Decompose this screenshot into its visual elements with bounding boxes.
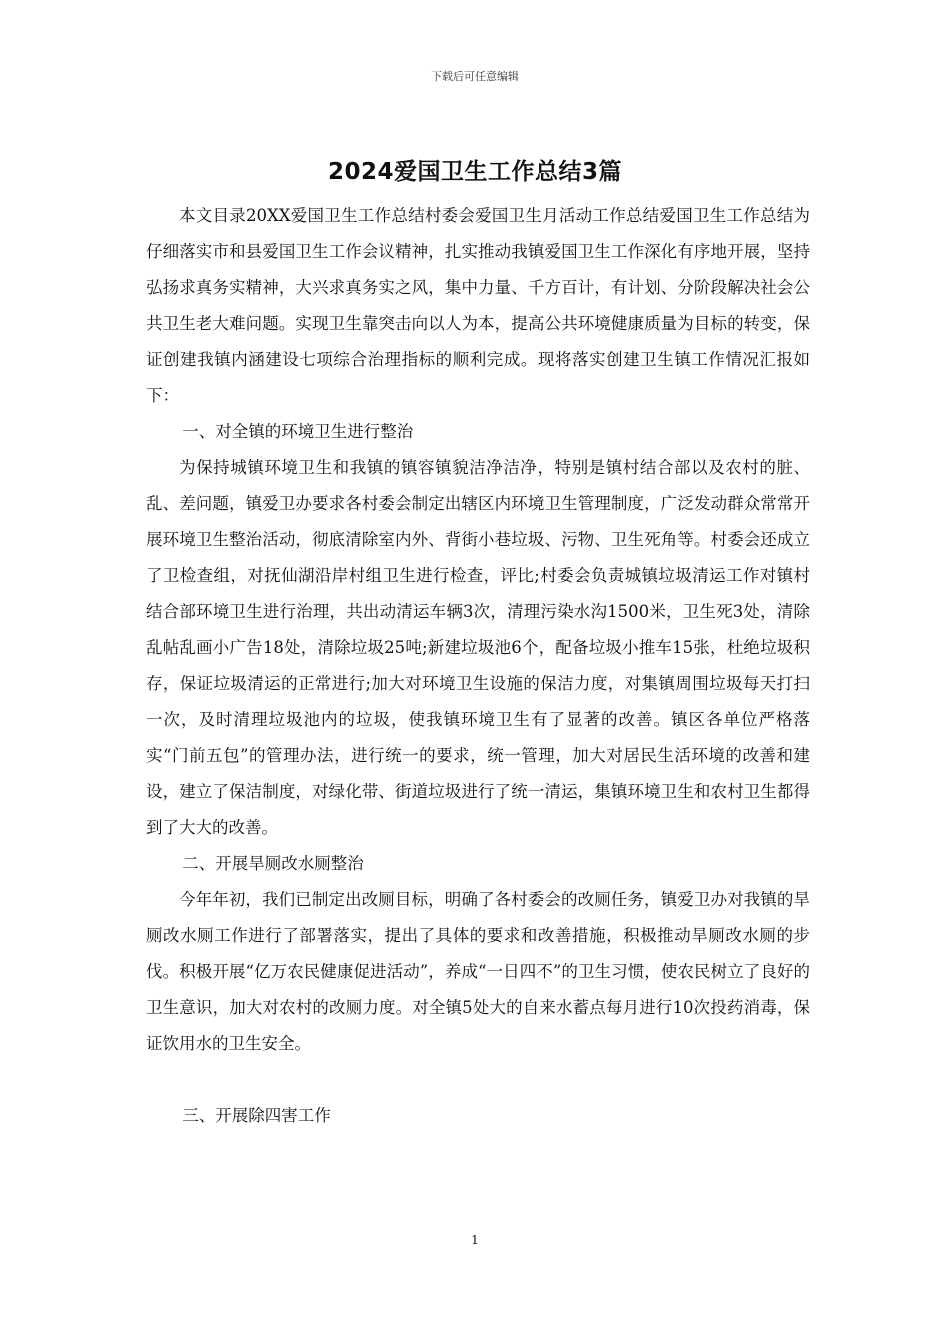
section-heading-2: 二、开展旱厕改水厕整治 (182, 854, 364, 873)
document-title: 2024爱国卫生工作总结3篇 (327, 159, 623, 185)
section-heading-1: 一、对全镇的环境卫生进行整治 (182, 422, 414, 441)
header-note: 下载后可任意编辑 (431, 70, 519, 83)
blank-line (146, 1062, 810, 1098)
section-heading-3: 三、开展除四害工作 (182, 1106, 331, 1125)
intro-paragraph: 本文目录20XX爱国卫生工作总结村委会爱国卫生月活动工作总结爱国卫生工作总结为仔细落实市和县爱国卫生工作会议精神，扎实推动我镇爱国卫生工作深化有序地开展，坚持弘扬求真务实精神，大兴求真务实之风，集中力量、千方百计，有计划、分阶段解决社会公共卫生老大难问题。实现卫生靠突击向以人为本，提高公共环境健康质量为目标的转变，保证创建我镇内涵建设七项综合治理指标的顺利完成。现将落实创建卫生镇工作情况汇报如下： (146, 206, 810, 405)
page-number: 1 (471, 1233, 479, 1247)
document-body (146, 198, 810, 1134)
section-2-paragraph: 今年年初，我们已制定出改厕目标，明确了各村委会的改厕任务，镇爱卫办对我镇的旱厕改水厕工作进行了部署落实，提出了具体的要求和改善措施，积极推动旱厕改水厕的步伐。积极开展“亿万农民健康促进活动”，养成“一日四不”的卫生习惯，使农民树立了良好的卫生意识，加大对农村的改厕力度。对全镇5处大的自来水蓄点每月进行10次投药消毒，保证饮用水的卫生安全。 (146, 890, 810, 1053)
section-1-paragraph: 为保持城镇环境卫生和我镇的镇容镇貌洁净洁净，特别是镇村结合部以及农村的脏、乱、差问题，镇爱卫办要求各村委会制定出辖区内环境卫生管理制度，广泛发动群众常常开展环境卫生整治活动，彻底清除室内外、背街小巷垃圾、污物、卫生死角等。村委会还成立了卫检查组，对抚仙湖沿岸村组卫生进行检查，评比;村委会负责城镇垃圾清运工作对镇村结合部环境卫生进行治理，共出动清运车辆3次，清理污染水沟1500米，卫生死3处，清除乱帖乱画小广告18处，清除垃圾25吨;新建垃圾池6个，配备垃圾小推车15张，杜绝垃圾积存，保证垃圾清运的正常进行;加大对环境卫生设施的保洁力度，对集镇周围垃圾每天打扫一次，及时清理垃圾池内的垃圾，使我镇环境卫生有了显著的改善。镇区各单位严格落实“门前五包”的管理办法，进行统一的要求，统一管理，加大对居民生活环境的改善和建设，建立了保洁制度，对绿化带、街道垃圾进行了统一清运，集镇环境卫生和农村卫生都得到了大大的改善。 (146, 458, 810, 837)
